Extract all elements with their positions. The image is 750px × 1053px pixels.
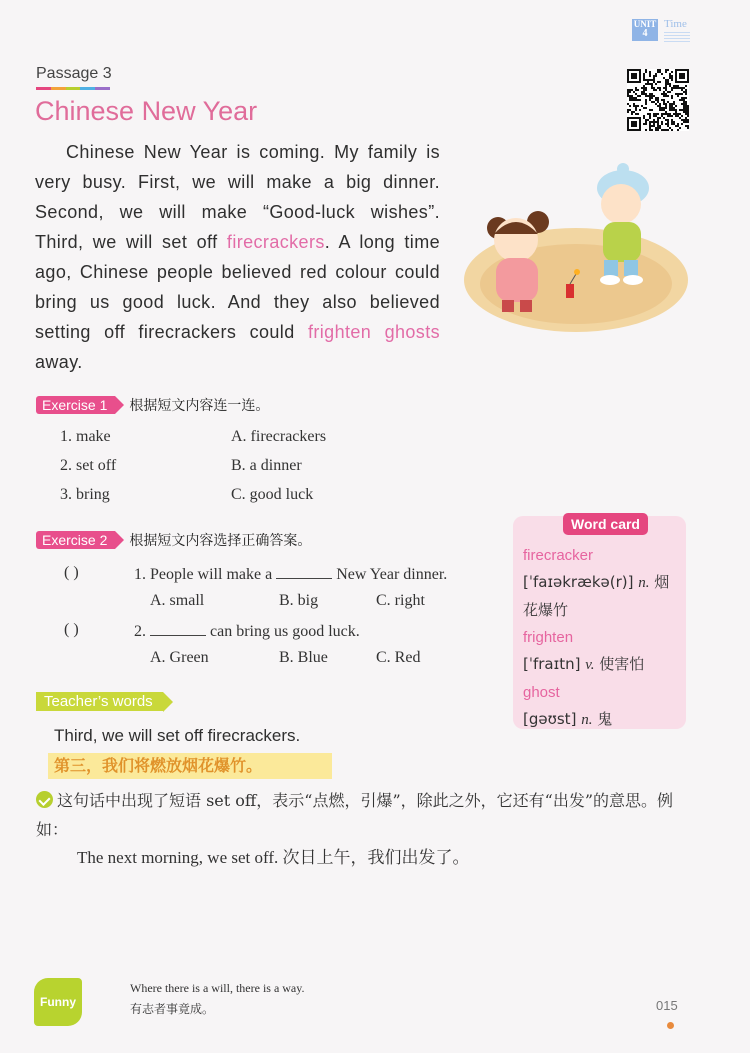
time-label: Time [664,18,687,30]
underline-segment [95,87,110,90]
word-card-pos: v. [585,657,595,673]
word-card-definition [523,651,683,679]
word-card-entries [523,542,683,734]
unit-badge [632,19,658,41]
underline-segment [36,87,51,90]
q2-option-a[interactable]: A. Green [150,649,209,666]
exercise1-header [36,395,269,415]
match-left-2[interactable]: 2. set off [60,457,117,474]
word-card-meaning: 烟花爆竹 [523,573,670,619]
example-sentence: The next morning, we set off. 次日上午，我们出发了。 [77,848,470,867]
underline-segment [80,87,95,90]
quote-english: Where there is a will, there is a way. [130,981,305,995]
teachers-words-translation: 第三，我们将燃放烟花爆竹。 [48,753,332,779]
passage-underline [36,87,110,90]
question-2-text: 2. [134,623,146,640]
teachers-words-label: Teacher’s words [36,692,163,711]
unit-label: UNIT [633,19,657,29]
teachers-words-explanation [36,786,696,844]
funny-badge: Funny [34,978,82,1026]
word-card-meaning: 使害怕 [599,655,645,673]
highlighted-word: firecrackers [226,232,325,252]
word-card-pos: n. [581,712,593,728]
question-2-blank[interactable] [150,621,206,636]
question-1 [134,564,447,584]
question-1-blank[interactable] [276,564,332,579]
time-decoration [664,32,690,42]
match-right-c[interactable]: C. good luck [231,486,314,503]
exercise2-header [36,530,311,550]
q1-option-b[interactable]: B. big [279,592,319,609]
page-number: 015 [656,998,678,1013]
passage-label: Passage 3 [36,65,112,82]
question-1-text: 1. People will make a [134,566,273,583]
highlighted-word: frighten ghosts [307,322,441,342]
exercise2-instruction: 根据短文内容选择正确答案。 [129,533,312,549]
q1-option-a[interactable]: A. small [150,592,205,609]
word-card-title: Word card [563,513,648,535]
passage-text: Chinese New Year is coming. My family is very busy. First, we will make a big dinner. Second, we will make “Good-luck wishes”. Third, we will set off [35,142,440,252]
word-card-phonetic: [ˈfraɪtn] [523,655,581,673]
word-card-definition [523,569,683,624]
answer-paren-1[interactable]: ( ) [64,564,79,581]
explanation-text: 这句话中出现了短语 set off，表示“点燃，引爆”，除此之外，它还有“出发”的意思。例如： [36,791,674,839]
quote-chinese: 有志者事竟成。 [130,1002,215,1016]
match-left-1[interactable]: 1. make [60,428,111,445]
exercise2-label: Exercise 2 [36,531,115,549]
teachers-words-sentence: Third, we will set off firecrackers. [54,726,301,745]
exercise1-label: Exercise 1 [36,396,115,414]
question-2 [134,621,360,641]
word-card-word: firecracker [523,547,594,564]
exercise1-instruction: 根据短文内容连一连。 [129,398,270,414]
match-right-a[interactable]: A. firecrackers [231,428,327,445]
answer-paren-2[interactable]: ( ) [64,621,79,638]
underline-segment [66,87,81,90]
passage-text: away. [35,352,83,372]
question-1-text-end: New Year dinner. [336,566,448,583]
word-card-word: ghost [523,684,560,701]
word-card-phonetic: [gəʊst] [523,710,577,728]
match-right-b[interactable]: B. a dinner [231,457,302,474]
q2-option-b[interactable]: B. Blue [279,649,328,666]
qr-code-icon[interactable] [627,69,689,131]
word-card-meaning: 鬼 [597,710,613,728]
q1-option-c[interactable]: C. right [376,592,425,609]
check-bullet-icon [36,791,53,808]
passage-body [35,137,440,377]
children-firecracker-illustration [458,160,688,340]
passage-text: . A long time ago, Chinese people believed red colour could bring us good luck. And they also believed setting off firecrackers could [35,232,441,342]
unit-number: 4 [642,28,648,39]
word-card-word: frighten [523,629,574,646]
page-dot-icon [667,1022,674,1029]
match-left-3[interactable]: 3. bring [60,486,110,503]
underline-segment [51,87,66,90]
word-card-definition [523,706,683,734]
word-card-phonetic: [ˈfaɪəkrækə(r)] [523,573,634,591]
passage-title: Chinese New Year [35,96,258,126]
word-card-pos: n. [638,575,650,591]
q2-option-c[interactable]: C. Red [376,649,421,666]
question-2-text-end: can bring us good luck. [210,623,360,640]
